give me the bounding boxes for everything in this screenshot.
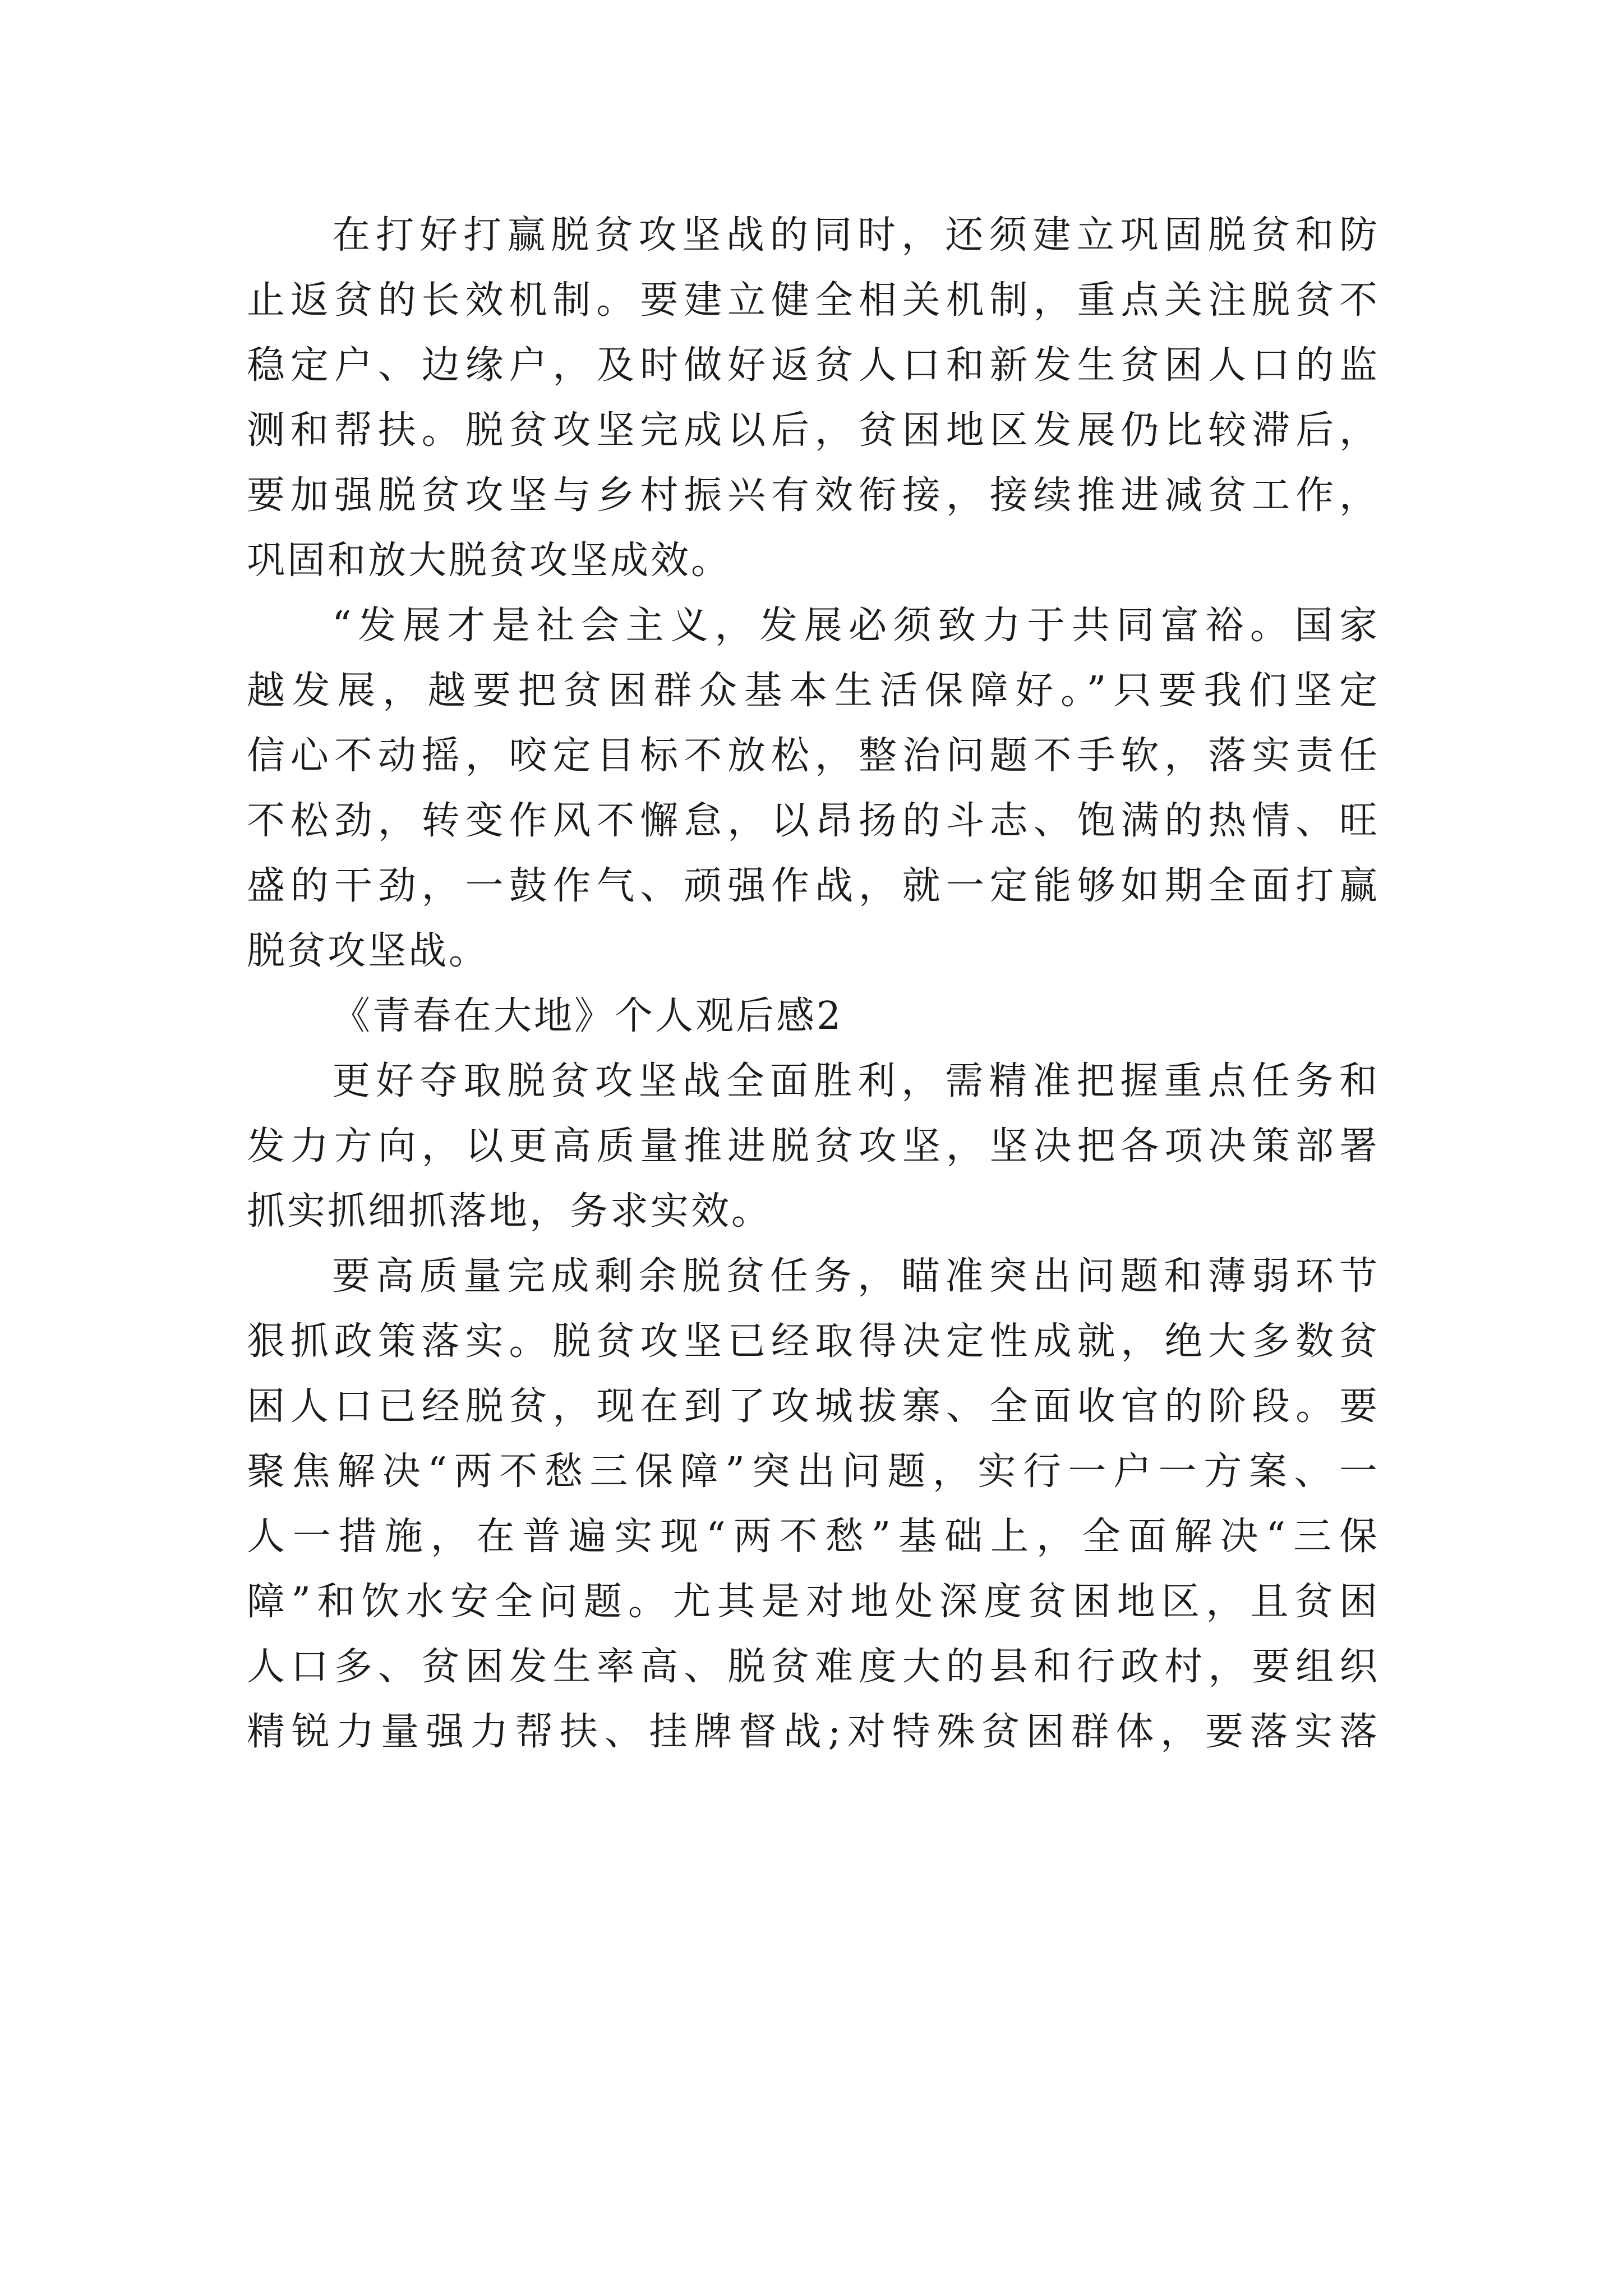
text-line: 信心不动摇，咬定目标不放松，整治问题不手软，落实责任: [247, 734, 1380, 778]
text-line: 测和帮扶。脱贫攻坚完成以后，贫困地区发展仍比较滞后，: [247, 408, 1380, 453]
document-body: [247, 203, 1380, 1765]
text-line: 人一措施，在普遍实现“两不愁”基础上，全面解决“三保: [247, 1515, 1380, 1559]
text-line: 更好夺取脱贫攻坚战全面胜利，需精准把握重点任务和: [332, 1059, 1380, 1103]
text-line: 聚焦解决“两不愁三保障”突出问题，实行一户一方案、一: [247, 1450, 1380, 1494]
text-line: 困人口已经脱贫，现在到了攻城拔寨、全面收官的阶段。要: [247, 1384, 1380, 1429]
text-line: 稳定户、边缘户，及时做好返贫人口和新发生贫困人口的监: [247, 343, 1380, 388]
text-line: 人口多、贫困发生率高、脱贫难度大的县和行政村，要组织: [247, 1645, 1380, 1689]
text-line: 要高质量完成剩余脱贫任务，瞄准突出问题和薄弱环节: [332, 1254, 1380, 1299]
text-line: 巩固和放大脱贫攻坚成效。: [247, 539, 732, 583]
text-line: 盛的干劲，一鼓作气、顽强作战，就一定能够如期全面打赢: [247, 864, 1380, 908]
text-line: 障”和饮水安全问题。尤其是对地处深度贫困地区，且贫困: [247, 1580, 1380, 1624]
text-line: “发展才是社会主义，发展必须致力于共同富裕。国家: [332, 604, 1380, 648]
text-line: 狠抓政策落实。脱贫攻坚已经取得决定性成就，绝大多数贫: [247, 1319, 1380, 1364]
text-line: 止返贫的长效机制。要建立健全相关机制，重点关注脱贫不: [247, 278, 1380, 323]
section-heading: 《青春在大地》个人观后感2: [332, 994, 843, 1038]
text-line: 要加强脱贫攻坚与乡村振兴有效衔接，接续推进减贫工作，: [247, 473, 1380, 518]
text-line: 不松劲，转变作风不懈怠，以昂扬的斗志、饱满的热情、旺: [247, 799, 1380, 843]
text-line: 发力方向，以更高质量推进脱贫攻坚，坚决把各项决策部署: [247, 1124, 1380, 1168]
text-line: 精锐力量强力帮扶、挂牌督战;对特殊贫困群体，要落实落: [247, 1710, 1380, 1754]
text-line: 抓实抓细抓落地，务求实效。: [247, 1189, 772, 1234]
text-line: 脱贫攻坚战。: [247, 929, 490, 973]
text-line: 在打好打赢脱贫攻坚战的同时，还须建立巩固脱贫和防: [332, 213, 1380, 257]
text-line: 越发展，越要把贫困群众基本生活保障好。”只要我们坚定: [247, 669, 1380, 713]
